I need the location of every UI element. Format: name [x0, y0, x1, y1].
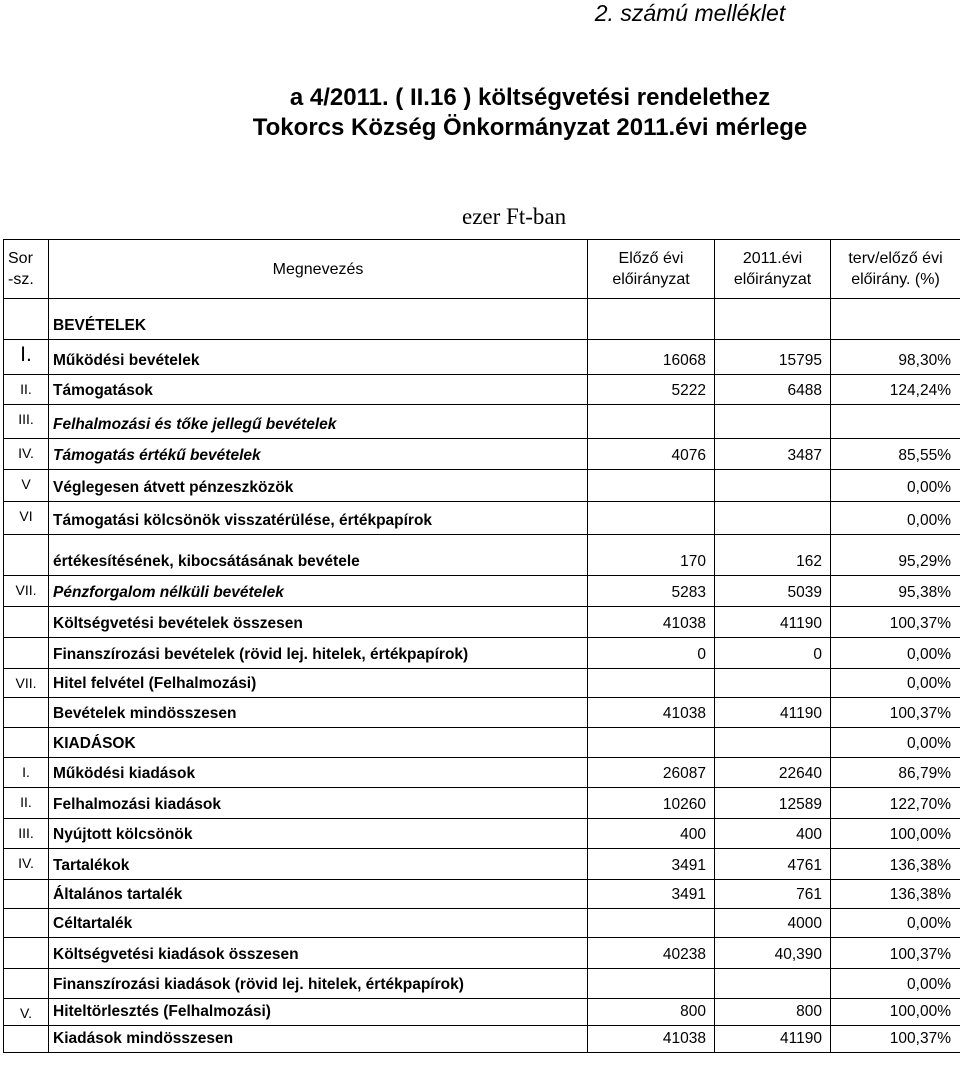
- table-row: V Véglegesen átvett pénzeszközök 0,00%: [4, 470, 960, 502]
- header-row: [4, 240, 960, 299]
- table-row: IV. Támogatás értékű bevételek 4076 3487 85,55%: [4, 439, 960, 470]
- annex-label: 2. számú melléklet: [594, 0, 786, 26]
- table-row: VII. Hitel felvétel (Felhalmozási) 0,00%: [4, 669, 960, 698]
- table-row: Költségvetési bevételek összesen 41038 41190 100,37%: [4, 607, 960, 638]
- header-ratio: terv/előző évi előirány. (%): [831, 240, 960, 299]
- title-line-2: Tokorcs Község Önkormányzat 2011.évi mérlege: [252, 114, 808, 141]
- table-row: VII. Pénzforgalom nélküli bevételek 5283 5039 95,38%: [4, 576, 960, 607]
- title-line-1: a 4/2011. ( II.16 ) költségvetési rendelethez: [289, 84, 771, 111]
- table-row: Költségvetési kiadások összesen 40238 40,390 100,37%: [4, 938, 960, 969]
- budget-table: [3, 239, 960, 1053]
- table-row: III. Felhalmozási és tőke jellegű bevételek: [4, 405, 960, 439]
- table-row: Kiadások mindösszesen 41038 41190 100,37%: [4, 1026, 960, 1053]
- table-row: VI Támogatási kölcsönök visszatérülése, értékpapírok 0,00%: [4, 502, 960, 535]
- table-row: IV. Tartalékok 3491 4761 136,38%: [4, 849, 960, 880]
- header-prev: Előző évi előirányzat: [588, 240, 715, 299]
- table-row: Céltartalék 4000 0,00%: [4, 909, 960, 938]
- table-row: értékesítésének, kibocsátásának bevétele 170 162 95,29%: [4, 535, 960, 576]
- header-sor: Sor -sz.: [4, 240, 49, 299]
- table-row: III. Nyújtott kölcsönök 400 400 100,00%: [4, 819, 960, 849]
- table-row: Általános tartalék 3491 761 136,38%: [4, 880, 960, 909]
- table-row: BEVÉTELEK: [4, 299, 960, 340]
- table-row: Finanszírozási kiadások (rövid lej. hitelek, értékpapírok) 0,00%: [4, 969, 960, 999]
- table-row: I. Működési kiadások 26087 22640 86,79%: [4, 758, 960, 788]
- header-name: Megnevezés: [49, 240, 588, 299]
- table-row: II. Támogatások 5222 6488 124,24%: [4, 375, 960, 405]
- table-row: Finanszírozási bevételek (rövid lej. hitelek, értékpapírok) 0 0 0,00%: [4, 638, 960, 669]
- table-row: KIADÁSOK 0,00%: [4, 728, 960, 758]
- header-curr: 2011.évi előirányzat: [715, 240, 831, 299]
- table-row: I. Működési bevételek 16068 15795 98,30%: [4, 340, 960, 375]
- unit-label: ezer Ft-ban: [462, 204, 567, 229]
- table-row: II. Felhalmozási kiadások 10260 12589 122,70%: [4, 788, 960, 819]
- table-row: V. Hiteltörlesztés (Felhalmozási) 800 800 100,00%: [4, 999, 960, 1026]
- table-row: Bevételek mindösszesen 41038 41190 100,37%: [4, 698, 960, 728]
